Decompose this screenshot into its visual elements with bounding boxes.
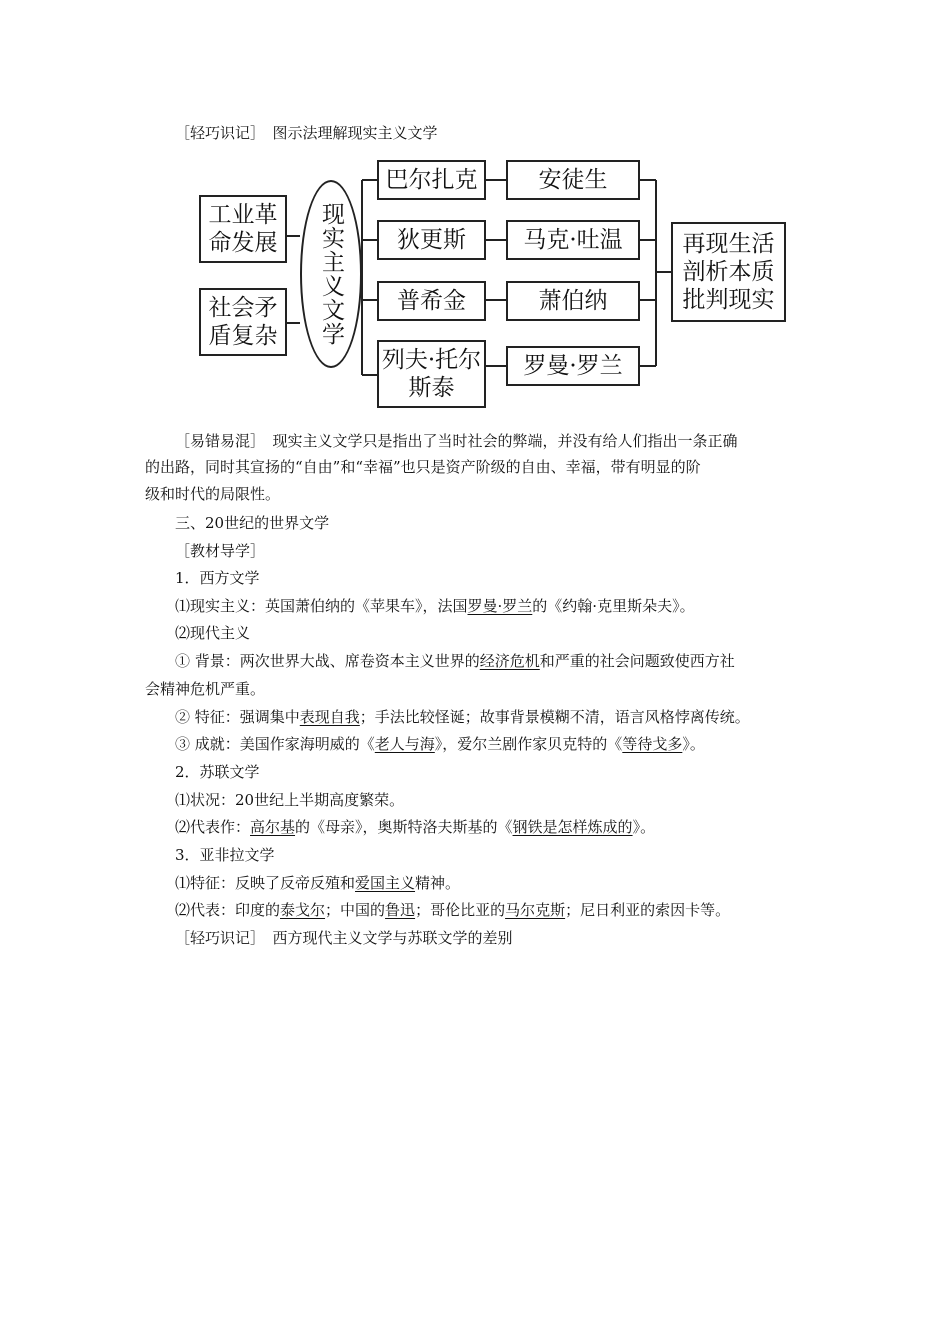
author-pushkin: 普希金 (377, 281, 486, 321)
mistake-line-1: ［易错易混］ 现实主义文学只是指出了当时社会的弊端，并没有给人们指出一条正确 (175, 432, 738, 450)
realism-label: 现实主义文学 (318, 202, 344, 346)
mistake-line-2: 的出路，同时其宣扬的“自由”和“幸福”也只是资产阶级的自由、幸福，带有明显的阶 (145, 458, 701, 476)
afro-representatives: ⑵代表：印度的泰戈尔；中国的鲁迅；哥伦比亚的马尔克斯；尼日利亚的索因卡等。 (175, 901, 731, 919)
west-realism: ⑴现实主义：英国萧伯纳的《苹果车》，法国罗曼·罗兰的《约翰·克里斯朵夫》。 (175, 597, 695, 615)
author-andersen: 安徒生 (506, 160, 640, 200)
intro-tag: ［轻巧识记］ (175, 124, 258, 142)
realism-oval (300, 180, 362, 368)
author-tolstoy: 列夫·托尔斯泰 (377, 340, 486, 408)
author-balzac: 巴尔扎克 (377, 160, 486, 200)
west-modern: ⑵现代主义 (175, 624, 251, 642)
textbook-tag: ［教材导学］ (175, 542, 266, 560)
afro-feature: ⑴特征：反映了反帝反殖和爱国主义精神。 (175, 874, 461, 892)
author-dickens: 狄更斯 (377, 220, 486, 260)
west-background-cont: 会精神危机严重。 (145, 680, 266, 698)
soviet-works: ⑵代表作：高尔基的《母亲》，奥斯特洛夫斯基的《钢铁是怎样炼成的》。 (175, 818, 656, 836)
soviet-status: ⑴状况：20世纪上半期高度繁荣。 (175, 791, 405, 809)
section-heading: 三、20世纪的世界文学 (175, 514, 330, 532)
afro-title: 3．亚非拉文学 (175, 846, 275, 864)
west-background: ① 背景：两次世界大战、席卷资本主义世界的经济危机和严重的社会问题致使西方社 (175, 652, 735, 670)
west-feature: ② 特征：强调集中表现自我；手法比较怪诞；故事背景模糊不清，语言风格悖离传统。 (175, 708, 750, 726)
realism-features: 再现生活剖析本质批判现实 (671, 222, 786, 322)
author-twain: 马克·吐温 (506, 220, 640, 260)
author-shaw: 萧伯纳 (506, 281, 640, 321)
tip2-line: ［轻巧识记］ 西方现代主义文学与苏联文学的差别 (175, 929, 513, 947)
author-rolland: 罗曼·罗兰 (506, 346, 640, 386)
intro-text: 图示法理解现实主义文学 (272, 124, 438, 142)
mistake-line-3: 级和时代的局限性。 (145, 485, 281, 503)
cause-industrial-revolution: 工业革命发展 (199, 195, 287, 263)
soviet-title: 2．苏联文学 (175, 763, 260, 781)
cause-social-conflict: 社会矛盾复杂 (199, 288, 287, 356)
west-title: 1．西方文学 (175, 569, 260, 587)
west-achievement: ③ 成就：美国作家海明威的《老人与海》，爱尔兰剧作家贝克特的《等待戈多》。 (175, 735, 705, 753)
